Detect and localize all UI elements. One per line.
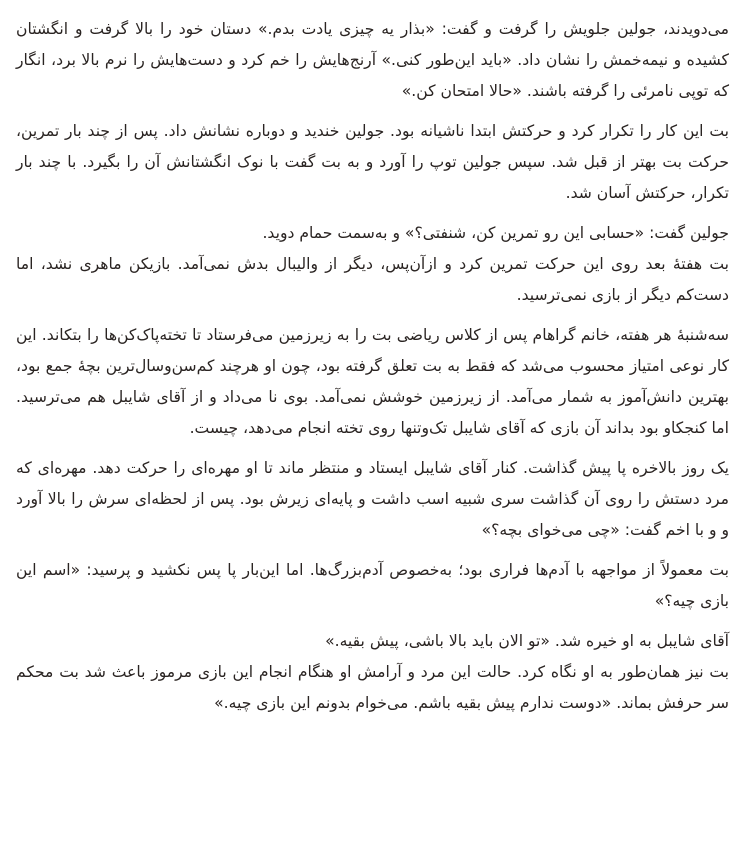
paragraph-7: بت معمولاً از مواجهه با آدم‌ها فراری بود؛ به‌خصوص آدم‌بزرگ‌ها. اما این‌بار پا پس نکشید و پرسید: «اسم این بازی چیه؟» [16, 561, 729, 610]
paragraph-3: جولین گفت: «حسابی این رو تمرین کن، شنفتی؟» و به‌سمت حمام دوید. [262, 224, 729, 242]
paragraph-4: بت هفتهٔ بعد روی این حرکت تمرین کرد و ازآن‌پس، دیگر از والیبال بدش نمی‌آمد. بازیکن ماهری نشد، اما دست‌کم دیگر از بازی نمی‌ترسید. [16, 255, 729, 304]
paragraph-1: می‌دویدند، جولین جلویش را گرفت و گفت: «بذار یه چیزی یادت بدم.» دستان خود را بالا گرفت و انگشتان کشیده و نیمه‌خمش را نشان داد. «باید این‌طور کنی.» آرنج‌هایش را خم کرد و دست‌هایش را نرم بالا برد، انگار که توپی نامرئی را گرفته باشند. «حالا امتحان کن.» [16, 20, 729, 100]
paragraph-8: آقای شایبل به او خیره شد. «تو الان باید بالا باشی، پیش بقیه.» [325, 632, 729, 650]
paragraph-9: بت نیز همان‌طور به او نگاه کرد. حالت این مرد و آرامش او هنگام انجام این بازی مرموز باعث شد بت محکم سر حرفش بماند. «دوست ندارم پیش بقیه باشم. می‌خوام بدونم این بازی چیه.» [16, 663, 729, 712]
paragraph-5: سه‌شنبهٔ هر هفته، خانم گراهام پس از کلاس ریاضی بت را به زیرزمین می‌فرستاد تا تخته‌پاک‌کن‌ها را بتکاند. این کار نوعی امتیاز محسوب می‌شد که فقط به بت تعلق گرفته بود، چون او هرچند کم‌سن‌وسال‌ترین بچهٔ جمع بود، بهترین دانش‌آموز به شمار می‌آمد. از زیرزمین خوشش نمی‌آمد. بوی نا می‌داد و از آقای شایبل هم می‌ترسید. اما کنجکاو بود بداند آن بازی که آقای شایبل تک‌وتنها روی تخته انجام می‌دهد، چیست. [16, 326, 729, 437]
book-page [16, 14, 729, 719]
paragraph-2: بت این کار را تکرار کرد و حرکتش ابتدا ناشیانه بود. جولین خندید و دوباره نشانش داد. پس از چند بار تمرین، حرکت بت بهتر از قبل شد. سپس جولین توپ را آورد و به بت گفت با نوک انگشتانش آن را بگیرد. با چند بار تکرار، حرکتش آسان شد. [16, 122, 729, 202]
paragraph-6: یک روز بالاخره پا پیش گذاشت. کنار آقای شایبل ایستاد و منتظر ماند تا او مهره‌ای را حرکت دهد. مهره‌ای که مرد دستش را روی آن گذاشت سری شبیه اسب داشت و پایه‌ای زیرش بود. پس از لحظه‌ای سرش را بالا آورد و و با اخم گفت: «چی می‌خوای بچه؟» [16, 459, 729, 539]
